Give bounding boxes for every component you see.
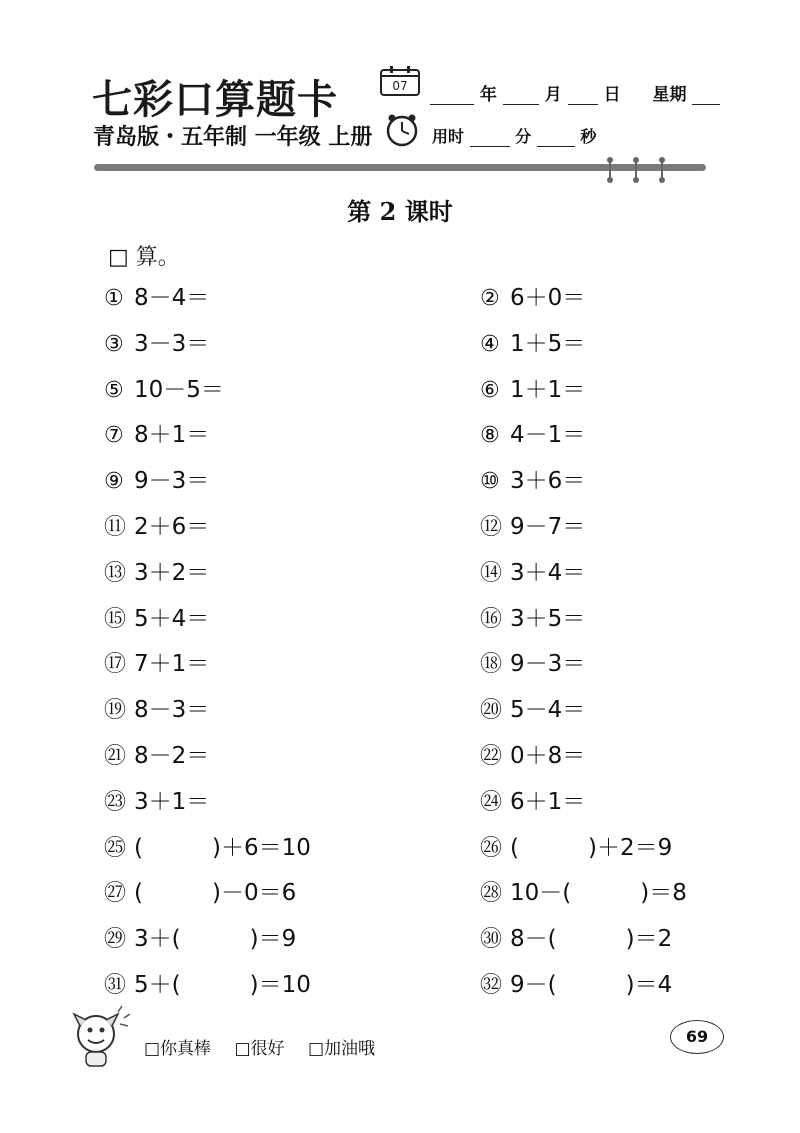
rating-options	[144, 1034, 393, 1059]
problem-item	[104, 970, 311, 1001]
problem-expression: 9－7＝	[510, 514, 586, 540]
problem-item	[480, 420, 585, 451]
problem-item	[480, 833, 672, 864]
problem-item	[480, 329, 585, 360]
problem-number: ㉚	[480, 927, 503, 953]
problem-expression: ( )－0＝6	[134, 880, 297, 907]
brand-title: 七彩口算题卡	[92, 76, 338, 123]
problem-number: ㉛	[104, 973, 127, 998]
problem-item	[480, 512, 585, 543]
problem-expression: 3＋4＝	[510, 559, 586, 586]
problem-expression: 7＋1＝	[134, 651, 210, 678]
problem-number: ③	[104, 331, 124, 357]
rating-great[interactable]: □你真棒	[144, 1039, 212, 1059]
problem-number: ②	[480, 286, 500, 311]
problem-item	[480, 375, 585, 406]
problem-number: ⑨	[104, 469, 124, 495]
problem-expression: 4－1＝	[510, 422, 586, 449]
problem-expression: 1＋1＝	[510, 376, 586, 403]
calendar-icon	[380, 66, 420, 96]
problem-expression: 3＋( )＝9	[134, 926, 297, 953]
problem-expression: 5－4＝	[510, 697, 586, 724]
problem-item	[104, 329, 209, 360]
problem-number: ㉒	[480, 744, 503, 769]
problem-number: ㉗	[104, 881, 127, 907]
problem-expression: 1＋5＝	[510, 330, 586, 357]
problem-number: ⑦	[104, 423, 124, 449]
problem-expression: 0＋8＝	[510, 743, 586, 769]
problem-number: ⑥	[480, 377, 500, 403]
problem-number: ⑯	[480, 606, 503, 632]
problem-expression: 9－3＝	[510, 651, 586, 678]
problem-expression: 5＋4＝	[134, 605, 210, 632]
day-label: 日	[603, 85, 621, 105]
problem-item	[104, 741, 209, 772]
problem-item	[104, 604, 209, 635]
problem-item	[480, 283, 585, 314]
alarm-clock-icon	[384, 112, 420, 148]
problem-number: ⑩	[480, 469, 500, 495]
problem-expression: 9－3＝	[134, 468, 210, 495]
problem-number: ⑱	[480, 652, 503, 678]
problem-expression: 8－2＝	[134, 743, 210, 769]
problem-expression: 5＋( )＝10	[134, 972, 311, 998]
year-label: 年	[479, 85, 497, 105]
problem-expression: 6＋1＝	[510, 788, 586, 815]
problem-number: ⑧	[480, 423, 500, 449]
problem-item	[480, 924, 672, 955]
problem-expression: 9－( )＝4	[510, 972, 673, 998]
rating-keep-going[interactable]: □加油哦	[307, 1039, 375, 1059]
problem-item	[480, 741, 585, 772]
problem-expression: 10－( )＝8	[510, 880, 687, 907]
time-line	[432, 124, 596, 147]
problem-item	[104, 649, 209, 680]
problem-item	[104, 283, 209, 314]
weekday-label: 星期	[652, 85, 687, 105]
problem-number: ⑤	[104, 377, 124, 403]
problem-number: ㉙	[104, 927, 127, 953]
problem-expression: 8－3＝	[134, 697, 210, 724]
second-label: 秒	[580, 127, 597, 146]
mascot-icon	[68, 1004, 138, 1070]
problem-item	[480, 878, 687, 909]
problem-number: ㉕	[104, 835, 127, 861]
problem-item	[104, 466, 209, 497]
problem-expression: 2＋6＝	[134, 514, 210, 540]
problem-expression: 8＋1＝	[134, 422, 210, 449]
problem-item	[104, 420, 209, 451]
problem-item	[480, 466, 585, 497]
page-number: 69	[670, 1020, 724, 1054]
problem-item	[104, 695, 209, 726]
month-label: 月	[544, 85, 562, 105]
problem-expression: ( )＋6＝10	[134, 834, 311, 861]
problem-number: ④	[480, 331, 500, 357]
problem-number: ⑪	[104, 515, 127, 540]
problem-item	[480, 787, 585, 818]
problem-item	[104, 512, 209, 543]
time-used-label: 用时	[432, 127, 465, 146]
minute-label: 分	[515, 127, 532, 146]
problem-expression: 3＋5＝	[510, 605, 586, 632]
problem-item	[480, 695, 585, 726]
problem-expression: ( )＋2＝9	[510, 834, 673, 861]
problem-number: ㉓	[104, 789, 127, 815]
problem-number: ⑭	[480, 560, 503, 586]
problem-number: ⑳	[480, 698, 503, 724]
problem-number: ①	[104, 286, 124, 311]
problem-number: ㉖	[480, 835, 503, 861]
calendar-day: 07	[392, 79, 408, 93]
problem-item	[480, 970, 672, 1001]
instruction: □ 算。	[108, 245, 180, 270]
problem-item	[104, 787, 209, 818]
problem-expression: 3＋6＝	[510, 468, 586, 495]
problem-item	[480, 558, 585, 589]
problem-expression: 3－3＝	[134, 330, 210, 357]
problem-number: ⑬	[104, 560, 127, 586]
problem-number: ⑮	[104, 606, 127, 632]
binder-pins-icon	[600, 156, 670, 184]
problem-expression: 6＋0＝	[510, 285, 586, 311]
problem-expression: 10－5＝	[134, 376, 224, 403]
problem-item	[104, 833, 311, 864]
problem-number: ⑲	[104, 698, 127, 724]
problem-item	[104, 558, 209, 589]
problem-expression: 3＋2＝	[134, 559, 210, 586]
problem-expression: 8－( )＝2	[510, 926, 673, 953]
problem-number: ⑰	[104, 652, 127, 678]
edition-label: 青岛版・五年制 一年级 上册	[93, 125, 373, 150]
rating-good[interactable]: □很好	[234, 1039, 285, 1059]
problem-number: ㉔	[480, 789, 503, 815]
problem-number: ㉑	[104, 744, 127, 769]
lesson-title: 第 2 课时	[347, 197, 453, 226]
problem-number: ㉜	[480, 973, 503, 998]
problem-number: ㉘	[480, 881, 503, 907]
problem-expression: 3＋1＝	[134, 788, 210, 815]
problem-item	[104, 878, 296, 909]
problem-item	[104, 375, 224, 406]
problem-expression: 8－4＝	[134, 285, 210, 311]
problem-item	[104, 924, 296, 955]
problem-item	[480, 604, 585, 635]
problem-number: ⑫	[480, 515, 503, 540]
problem-item	[480, 649, 585, 680]
date-line	[430, 80, 720, 105]
